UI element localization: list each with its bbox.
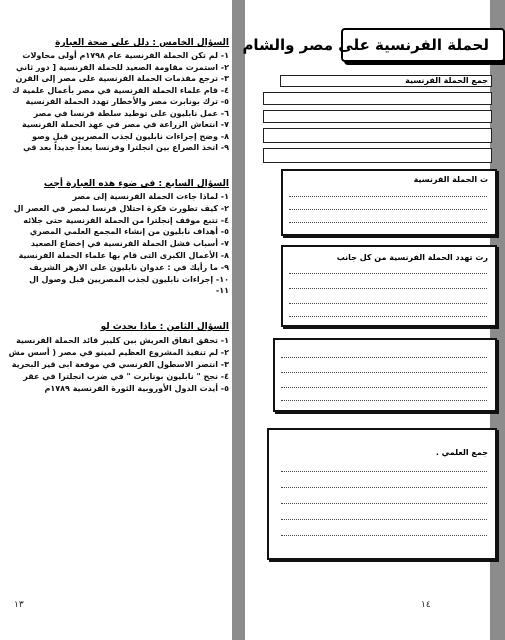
box1-label: جمع الحملة الفرنسية	[405, 76, 488, 85]
q5-list	[0, 50, 229, 154]
list-item: ٧- أسباب فشل الحملة الفرنسية في إخضاع الصعيد	[30, 239, 229, 249]
heading-q5: السؤال الخامس : دلل على صحة العبارة	[55, 38, 229, 48]
dotted-line	[281, 471, 487, 472]
box3-label: رت تهدد الحملة الفرنسية من كل جانب	[336, 253, 488, 262]
box2-label: ت الحملة الفرنسية	[413, 175, 488, 184]
dotted-line	[281, 372, 487, 373]
dotted-line	[289, 196, 487, 197]
list-item: ٧- انتعاش الزراعة في مصر في عهد الحملة الفرنسية	[21, 120, 229, 129]
answer-line-box	[263, 128, 492, 143]
dotted-line	[289, 273, 487, 274]
dotted-line	[281, 503, 487, 504]
answer-line-box	[263, 110, 492, 123]
list-item: ٢- كيف تطورت فكرة احتلال فرنسا لمصر في العصر ال	[13, 203, 229, 213]
list-item: ٢- استمرت مقاومة الصعيد للحملة الفرنسية [ دور ثاني	[16, 62, 229, 72]
list-item: ٣- انتصر الاسطول الفرنسي في موقعة ابى قير البحرية	[11, 360, 229, 369]
page-gutter	[232, 0, 245, 640]
list-item: ٨- وضح إجراءات نابليون لجذب المصريين قبل وصو	[32, 131, 229, 141]
dotted-line	[281, 387, 487, 388]
list-item: ١- لم تكن الحملة الفرنسية عام ١٧٩٨م أولى محاولات	[22, 51, 229, 60]
dotted-line	[289, 288, 487, 289]
dotted-line	[289, 316, 487, 317]
title-box	[242, 28, 505, 62]
dotted-line	[281, 535, 487, 536]
heading-q8: السؤال الثامن : ماذا يحدث لو	[100, 322, 229, 332]
box5-label: جمع العلمي .	[435, 448, 488, 457]
list-item: ٩- اتخذ الصراع بين انجلترا وفرنسا بعداً جديداً بعد قي	[23, 143, 229, 152]
left-page	[0, 0, 232, 640]
list-item: ٥- أهداف نابليون من إنشاء المجمع العلمي المصري	[29, 227, 229, 237]
answer-line-box	[263, 92, 492, 105]
list-item: ١٠- إجراءات نابليون لجذب المصريين قبل وصول ال	[29, 274, 229, 284]
list-item: ٢- لم تنفيذ المشروع العظيم لمينو في مصر ( أسس مش	[8, 348, 229, 357]
list-item: ٣- ترجع مقدمات الحملة الفرنسية على مصر إلى القرن	[15, 74, 229, 83]
list-item: ١- لماذا جاءت الحملة الفرنسية إلى مصر	[72, 192, 229, 201]
list-item: -١١	[215, 286, 229, 296]
heading-q7: السؤال السابع : في ضوء هذه العبارة أجب	[43, 179, 229, 189]
list-item: ٤- تتبع موقف إنجلترا من الحملة الفرنسية حتى جلائه	[23, 215, 229, 225]
q8-list	[0, 335, 229, 395]
page-number: ١٤	[421, 600, 431, 610]
page-number: ١٣	[14, 600, 24, 610]
list-item: ٤- نجح " نابليون بونابرت " في ضرب انجلترا في عقر	[23, 372, 229, 381]
right-page	[242, 0, 490, 640]
answer-line-box	[263, 148, 492, 163]
list-item: ٥- أيدت الدول الأوروبية الثورة الفرنسية ١٧٨٩م	[44, 384, 229, 393]
dotted-line	[289, 303, 487, 304]
q7-list	[0, 191, 229, 297]
dotted-line	[281, 487, 487, 488]
list-item: ٥- ترك بونابرت مصر والأخطار تهدد الحملة الفرنسية	[25, 97, 229, 106]
list-item: ٦- عمل نابليون على توطيد سلطة فرنسا في مصر	[33, 108, 229, 118]
list-item: ١- تحقق اتفاق العريش بين كليبر قائد الحملة الفرنسية	[16, 336, 229, 345]
list-item: ٩- ما رأيك في : عدوان نابليون على الازهر الشريف	[29, 262, 229, 272]
dotted-line	[281, 519, 487, 520]
dotted-line	[281, 357, 487, 358]
dotted-line	[289, 209, 487, 210]
dotted-line	[281, 400, 487, 401]
page-title: لحملة الفرنسية على مصر والشام	[242, 36, 489, 54]
list-item: ٤- قام علماء الحملة الفرنسية في مصر بأعمال علمية ك	[12, 85, 229, 95]
list-item: ٨- الأعمال الكبرى التى قام بها علماء الحملة الفرنسية	[18, 250, 229, 260]
dotted-line	[289, 222, 487, 223]
